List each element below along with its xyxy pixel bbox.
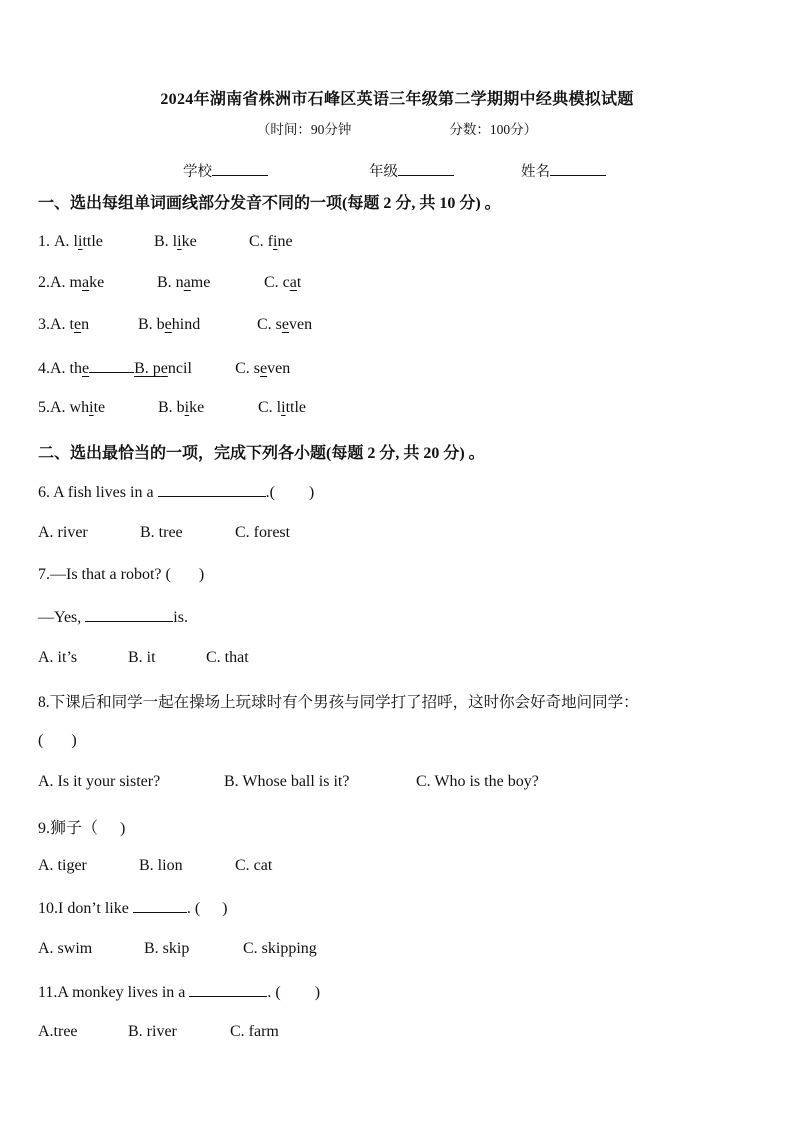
- grade-label: 年级: [369, 164, 398, 180]
- question-number: 4.: [38, 360, 50, 377]
- question-1: [38, 233, 293, 251]
- option-b[interactable]: B. behind: [138, 316, 201, 333]
- grade-blank[interactable]: [398, 161, 454, 176]
- stray-underline: [89, 358, 134, 373]
- option-b[interactable]: B. name: [157, 274, 211, 291]
- option-a[interactable]: A. Is it your sister?: [38, 773, 161, 790]
- option-a[interactable]: A. little: [54, 233, 103, 250]
- school-field: [183, 160, 268, 181]
- option-b[interactable]: B. Whose ball is it?: [224, 773, 350, 790]
- exam-subtitle: [0, 118, 794, 138]
- school-label: 学校: [183, 164, 212, 180]
- question-2: [38, 274, 301, 292]
- question-7: 7.—Is that a robot? ( ): [38, 566, 205, 583]
- option-c[interactable]: C. that: [206, 649, 249, 666]
- question-8: 8.下课后和同学一起在操场上玩球时有个男孩与同学打了招呼，这时你会好奇地问同学：: [38, 694, 639, 711]
- option-c[interactable]: C. seven: [257, 316, 313, 333]
- option-c[interactable]: C. skipping: [243, 940, 317, 957]
- option-a[interactable]: A. ten: [50, 316, 90, 333]
- grade-field: [369, 160, 454, 181]
- name-blank[interactable]: [550, 161, 606, 176]
- section1-heading: 一、选出每组单词画线部分发音不同的一项(每题 2 分, 共 10 分) 。: [38, 195, 501, 212]
- section2-heading: 二、选出最恰当的一项，完成下列各小题(每题 2 分, 共 20 分) 。: [38, 445, 485, 462]
- question-number: 1.: [38, 233, 54, 250]
- option-c[interactable]: C. seven: [235, 360, 291, 377]
- option-a[interactable]: A. it’s: [38, 649, 78, 666]
- question-8-options: [38, 773, 539, 791]
- question-4: [38, 358, 290, 378]
- exam-title: 2024年湖南省株洲市石峰区英语三年级第二学期期中经典模拟试题: [160, 91, 634, 108]
- question-5: [38, 399, 306, 417]
- question-8-paren: ( ): [38, 732, 77, 749]
- total-score: 分数：100分）: [449, 122, 538, 137]
- option-a[interactable]: A. tiger: [38, 857, 87, 874]
- option-b[interactable]: B. tree: [140, 524, 183, 541]
- name-field: [521, 160, 606, 181]
- option-b[interactable]: B. skip: [144, 940, 190, 957]
- option-a[interactable]: A.tree: [38, 1023, 78, 1040]
- question-10: 10.I don’t like . ( ): [38, 900, 228, 917]
- option-a[interactable]: A. swim: [38, 940, 93, 957]
- question-stem: 6. A fish lives in a: [38, 484, 158, 501]
- option-c[interactable]: C. farm: [230, 1023, 279, 1040]
- question-number: 5.: [38, 399, 50, 416]
- question-3: [38, 316, 312, 334]
- question-11-options: [38, 1023, 279, 1041]
- option-c[interactable]: C. Who is the boy?: [416, 773, 539, 790]
- answer-blank[interactable]: [158, 482, 266, 497]
- question-stem: 7.—Is that a robot? (: [38, 566, 171, 583]
- question-9: 9.狮子（ ): [38, 820, 126, 837]
- question-stem: 11.A monkey lives in a: [38, 984, 190, 1001]
- option-c[interactable]: C. cat: [264, 274, 302, 291]
- name-label: 姓名: [521, 164, 550, 180]
- question-stem: 10.I don’t like: [38, 900, 133, 917]
- option-c[interactable]: C. little: [258, 399, 307, 416]
- question-number: 2.: [38, 274, 50, 291]
- option-b[interactable]: B. like: [154, 233, 197, 250]
- school-blank[interactable]: [212, 161, 268, 176]
- answer-blank[interactable]: [133, 898, 187, 913]
- option-a[interactable]: A. river: [38, 524, 88, 541]
- answer-blank[interactable]: [85, 607, 173, 622]
- option-b[interactable]: B. river: [128, 1023, 177, 1040]
- question-number: 3.: [38, 316, 50, 333]
- question-11: 11.A monkey lives in a . ( ): [38, 984, 321, 1001]
- option-b[interactable]: B. it: [128, 649, 156, 666]
- question-7-reply: —Yes, is.: [38, 609, 188, 626]
- option-a[interactable]: A. white: [50, 399, 106, 416]
- option-c[interactable]: C. fine: [249, 233, 293, 250]
- question-6: 6. A fish lives in a .( ): [38, 484, 315, 501]
- question-6-options: [38, 524, 290, 542]
- option-a[interactable]: A. the: [50, 360, 90, 377]
- option-c[interactable]: C. cat: [235, 857, 273, 874]
- question-stem: 9.狮子（: [38, 820, 99, 837]
- question-10-options: [38, 940, 317, 958]
- time-limit: （时间：90分钟: [256, 122, 352, 137]
- option-b[interactable]: B. bike: [158, 399, 205, 416]
- question-9-options: [38, 857, 272, 875]
- answer-blank[interactable]: [189, 982, 267, 997]
- option-a[interactable]: A. make: [50, 274, 105, 291]
- question-7-options: [38, 649, 249, 667]
- option-b[interactable]: B. lion: [139, 857, 183, 874]
- option-b[interactable]: B. pencil: [134, 360, 192, 377]
- option-c[interactable]: C. forest: [235, 524, 291, 541]
